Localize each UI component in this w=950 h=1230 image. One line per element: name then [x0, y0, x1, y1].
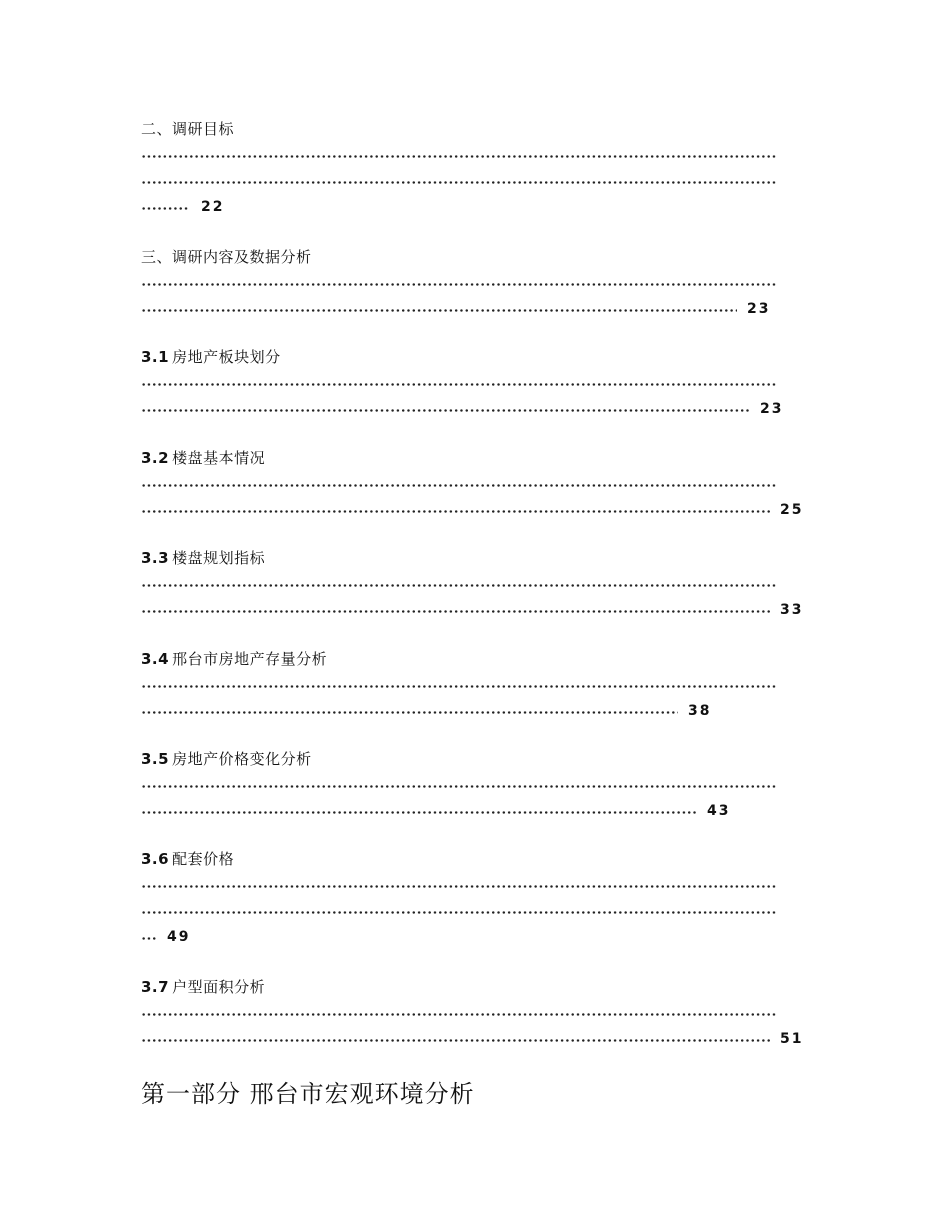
- toc-entry-title-text: 邢台市房地产存量分析: [172, 650, 328, 668]
- toc-entry-3-4[interactable]: [141, 649, 777, 721]
- toc-entry-title-text: 配套价格: [172, 850, 235, 868]
- toc-entry-3-6[interactable]: [141, 849, 777, 947]
- toc-dot-leader-last: [141, 293, 777, 319]
- toc-page-number: 22: [201, 199, 225, 215]
- toc-dot-leader-last: [141, 594, 804, 620]
- toc-dot-leader: [141, 869, 777, 895]
- toc-entry-title: [141, 347, 777, 367]
- toc-dot-leader-last: [141, 695, 777, 721]
- section-heading: 第一部分 邢台市宏观环境分析: [141, 1080, 475, 1108]
- toc-entry-3-7[interactable]: [141, 977, 804, 1049]
- toc-entry-title: [141, 649, 777, 669]
- toc-entry-3-3[interactable]: [141, 548, 804, 620]
- toc-entry-number: 3.2: [141, 449, 170, 467]
- toc-dot-leader: [141, 895, 777, 921]
- toc-entry-3-1[interactable]: [141, 347, 784, 419]
- toc-page-number: 25: [780, 502, 804, 518]
- toc-page-number: 49: [167, 929, 191, 945]
- toc-dot-leader: [141, 997, 777, 1023]
- toc-dot-leader-last: [141, 1023, 804, 1049]
- toc-page-number: 43: [707, 803, 731, 819]
- toc-dot-leader: [141, 139, 777, 165]
- toc-dot-leader-last: [141, 393, 784, 419]
- toc-entry-title: [141, 977, 777, 997]
- toc-dot-leader: [141, 769, 777, 795]
- toc-page-number: 23: [760, 401, 784, 417]
- toc-entry-3-5[interactable]: [141, 749, 777, 821]
- toc-page-number: 51: [780, 1031, 804, 1047]
- toc-dot-leader: [141, 165, 777, 191]
- toc-entry-3-2[interactable]: [141, 448, 804, 520]
- toc-entry-title: [141, 849, 777, 869]
- toc-page-number: 33: [780, 602, 804, 618]
- toc-entry-research-content[interactable]: [141, 247, 777, 319]
- toc-entry-number: 3.7: [141, 978, 170, 996]
- toc-entry-number: 3.1: [141, 348, 170, 366]
- toc-entry-number: 3.4: [141, 650, 170, 668]
- toc-entry-research-goal[interactable]: [141, 119, 777, 217]
- toc-page-number: 38: [688, 703, 712, 719]
- toc-entry-title: [141, 448, 777, 468]
- toc-dot-leader: [141, 669, 777, 695]
- toc-entry-number: 3.5: [141, 750, 170, 768]
- toc-entry-title-text: 房地产价格变化分析: [172, 750, 312, 768]
- toc-dot-leader-last: [141, 921, 777, 947]
- toc-entry-title: [141, 749, 777, 769]
- toc-dot-leader-last: [141, 191, 777, 217]
- toc-entry-title: [141, 548, 777, 568]
- toc-entry-title: [141, 247, 777, 267]
- toc-entry-title-text: 户型面积分析: [172, 978, 266, 996]
- toc-dot-leader: [141, 267, 777, 293]
- toc-dot-leader-last: [141, 494, 804, 520]
- toc-entry-title-text: 房地产板块划分: [172, 348, 281, 366]
- toc-entry-title: [141, 119, 777, 139]
- toc-dot-leader: [141, 568, 777, 594]
- toc-dot-leader-last: [141, 795, 777, 821]
- toc-entry-number: 3.3: [141, 549, 170, 567]
- toc-dot-leader: [141, 367, 777, 393]
- toc-page-number: 23: [747, 301, 771, 317]
- toc-entry-title-text: 楼盘规划指标: [172, 549, 266, 567]
- toc-entry-title-text: 二、调研目标: [141, 120, 235, 138]
- toc-entry-number: 3.6: [141, 850, 170, 868]
- toc-entry-title-text: 楼盘基本情况: [172, 449, 266, 467]
- toc-entry-title-text: 三、调研内容及数据分析: [141, 248, 312, 266]
- toc-dot-leader: [141, 468, 777, 494]
